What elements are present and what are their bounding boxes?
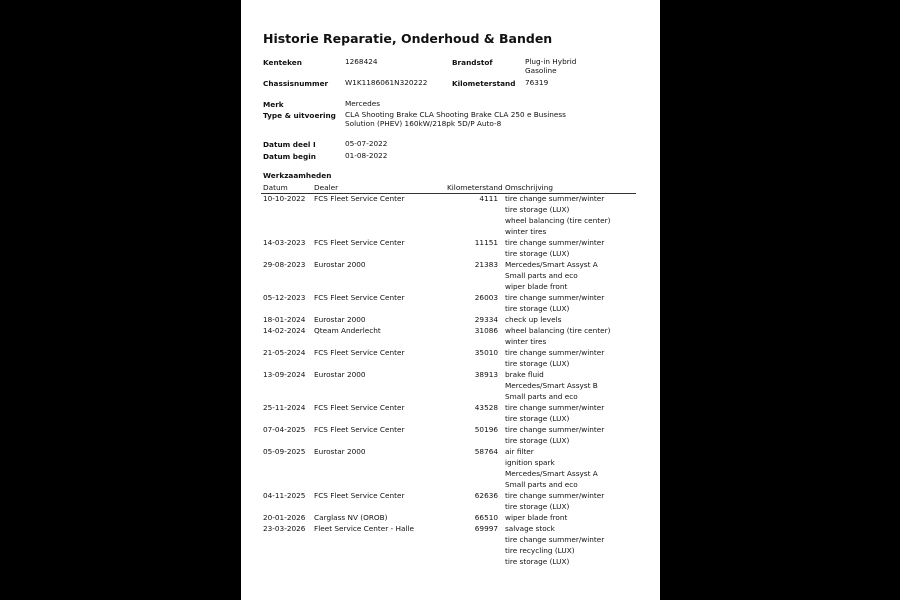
row-dealer: Eurostar 2000: [314, 447, 366, 456]
row-omschrijving: [505, 446, 598, 490]
kilometerstand-label: Kilometerstand: [452, 79, 516, 88]
omschrijving-line: Mercedes/Smart Assyst A: [505, 260, 598, 269]
omschrijving-line: tire storage (LUX): [505, 502, 570, 511]
brandstof-value-2: Gasoline: [525, 66, 557, 75]
omschrijving-line: tire change summer/winter: [505, 425, 605, 434]
omschrijving-line: winter tires: [505, 337, 547, 346]
row-dealer: FCS Fleet Service Center: [314, 403, 405, 412]
row-datum: 07-04-2025: [263, 425, 306, 434]
row-datum: 14-02-2024: [263, 326, 306, 335]
omschrijving-line: tire change summer/winter: [505, 194, 605, 203]
werkzaamheden-heading: Werkzaamheden: [263, 171, 332, 180]
column-header-omschrijving: Omschrijving: [505, 183, 553, 192]
omschrijving-line: Mercedes/Smart Assyst B: [505, 381, 598, 390]
row-datum: 21-05-2024: [263, 348, 306, 357]
row-dealer: FCS Fleet Service Center: [314, 425, 405, 434]
row-dealer: Eurostar 2000: [314, 370, 366, 379]
brandstof-value-1: Plug-in Hybrid: [525, 57, 577, 66]
omschrijving-line: Small parts and eco: [505, 392, 578, 401]
row-kilometerstand: 58764: [474, 447, 498, 456]
omschrijving-line: brake fluid: [505, 370, 544, 379]
row-omschrijving: [505, 193, 610, 237]
row-kilometerstand: 31086: [474, 326, 498, 335]
row-omschrijving: [505, 325, 610, 347]
row-dealer: Eurostar 2000: [314, 315, 366, 324]
row-datum: 29-08-2023: [263, 260, 306, 269]
type-value-2: Solution (PHEV) 160kW/218pk 5D/P Auto-8: [345, 119, 502, 128]
row-dealer: FCS Fleet Service Center: [314, 194, 405, 203]
row-omschrijving: [505, 424, 604, 446]
row-datum: 18-01-2024: [263, 315, 306, 324]
row-dealer: Fleet Service Center - Halle: [314, 524, 415, 533]
chassis-label: Chassisnummer: [263, 79, 329, 88]
omschrijving-line: wheel balancing (tire center): [505, 326, 611, 335]
brandstof-label: Brandstof: [452, 58, 493, 67]
row-kilometerstand: 26003: [474, 293, 498, 302]
omschrijving-line: tire storage (LUX): [505, 557, 570, 566]
omschrijving-line: check up levels: [505, 315, 562, 324]
omschrijving-line: tire change summer/winter: [505, 348, 605, 357]
row-datum: 13-09-2024: [263, 370, 306, 379]
row-omschrijving: [505, 347, 604, 369]
omschrijving-line: tire change summer/winter: [505, 491, 605, 500]
type-label: Type & uitvoering: [263, 111, 336, 120]
merk-value: Mercedes: [345, 99, 381, 108]
row-kilometerstand: 38913: [474, 370, 498, 379]
row-kilometerstand: 35010: [474, 348, 498, 357]
omschrijving-line: wiper blade front: [505, 282, 568, 291]
row-dealer: FCS Fleet Service Center: [314, 293, 405, 302]
omschrijving-line: tire recycling (LUX): [505, 546, 575, 555]
kenteken-label: Kenteken: [263, 58, 302, 67]
datum-begin-label: Datum begin: [263, 152, 316, 161]
row-omschrijving: [505, 523, 604, 567]
kilometerstand-value: 76319: [525, 78, 549, 87]
chassis-value: W1K1186061N320222: [345, 78, 428, 87]
row-datum: 20-01-2026: [263, 513, 306, 522]
row-dealer: Qteam Anderlecht: [314, 326, 381, 335]
row-kilometerstand: 62636: [474, 491, 498, 500]
omschrijving-line: tire storage (LUX): [505, 205, 570, 214]
omschrijving-line: tire storage (LUX): [505, 359, 570, 368]
row-datum: 05-09-2025: [263, 447, 306, 456]
row-omschrijving: [505, 512, 567, 523]
row-omschrijving: [505, 402, 604, 424]
row-kilometerstand: 11151: [474, 238, 498, 247]
row-kilometerstand: 21383: [474, 260, 498, 269]
omschrijving-line: wiper blade front: [505, 513, 568, 522]
datum-begin-value: 01-08-2022: [345, 151, 388, 160]
merk-label: Merk: [263, 100, 284, 109]
row-datum: 05-12-2023: [263, 293, 306, 302]
column-header-datum: Datum: [263, 183, 288, 192]
document-page: [241, 0, 660, 600]
column-header-kilometerstand: Kilometerstand: [447, 183, 503, 192]
row-kilometerstand: 66510: [474, 513, 498, 522]
row-kilometerstand: 69997: [474, 524, 498, 533]
row-datum: 04-11-2025: [263, 491, 306, 500]
omschrijving-line: ignition spark: [505, 458, 555, 467]
omschrijving-line: tire change summer/winter: [505, 238, 605, 247]
omschrijving-line: wheel balancing (tire center): [505, 216, 611, 225]
datum-deel-label: Datum deel I: [263, 140, 316, 149]
row-dealer: FCS Fleet Service Center: [314, 348, 405, 357]
kenteken-value: 1268424: [345, 57, 378, 66]
omschrijving-line: Small parts and eco: [505, 271, 578, 280]
omschrijving-line: Small parts and eco: [505, 480, 578, 489]
row-omschrijving: [505, 237, 604, 259]
omschrijving-line: salvage stock: [505, 524, 555, 533]
row-omschrijving: [505, 292, 604, 314]
row-kilometerstand: 29334: [474, 315, 498, 324]
omschrijving-line: tire change summer/winter: [505, 293, 605, 302]
row-dealer: FCS Fleet Service Center: [314, 238, 405, 247]
datum-deel-value: 05-07-2022: [345, 139, 388, 148]
omschrijving-line: Mercedes/Smart Assyst A: [505, 469, 598, 478]
row-datum: 25-11-2024: [263, 403, 306, 412]
row-omschrijving: [505, 490, 604, 512]
document-title: Historie Reparatie, Onderhoud & Banden: [263, 31, 553, 46]
row-datum: 10-10-2022: [263, 194, 306, 203]
row-kilometerstand: 4111: [479, 194, 498, 203]
omschrijving-line: tire storage (LUX): [505, 414, 570, 423]
omschrijving-line: tire change summer/winter: [505, 535, 605, 544]
column-header-dealer: Dealer: [314, 183, 339, 192]
row-datum: 14-03-2023: [263, 238, 306, 247]
row-omschrijving: [505, 369, 598, 402]
row-dealer: Carglass NV (OROB): [314, 513, 388, 522]
row-omschrijving: [505, 259, 598, 292]
type-value-1: CLA Shooting Brake CLA Shooting Brake CLA 250 e Business: [345, 110, 566, 119]
row-dealer: Eurostar 2000: [314, 260, 366, 269]
row-omschrijving: [505, 314, 561, 325]
omschrijving-line: tire change summer/winter: [505, 403, 605, 412]
row-kilometerstand: 43528: [474, 403, 498, 412]
omschrijving-line: winter tires: [505, 227, 547, 236]
row-datum: 23-03-2026: [263, 524, 306, 533]
omschrijving-line: tire storage (LUX): [505, 304, 570, 313]
row-kilometerstand: 50196: [474, 425, 498, 434]
omschrijving-line: tire storage (LUX): [505, 436, 570, 445]
omschrijving-line: tire storage (LUX): [505, 249, 570, 258]
row-dealer: FCS Fleet Service Center: [314, 491, 405, 500]
omschrijving-line: air filter: [505, 447, 534, 456]
